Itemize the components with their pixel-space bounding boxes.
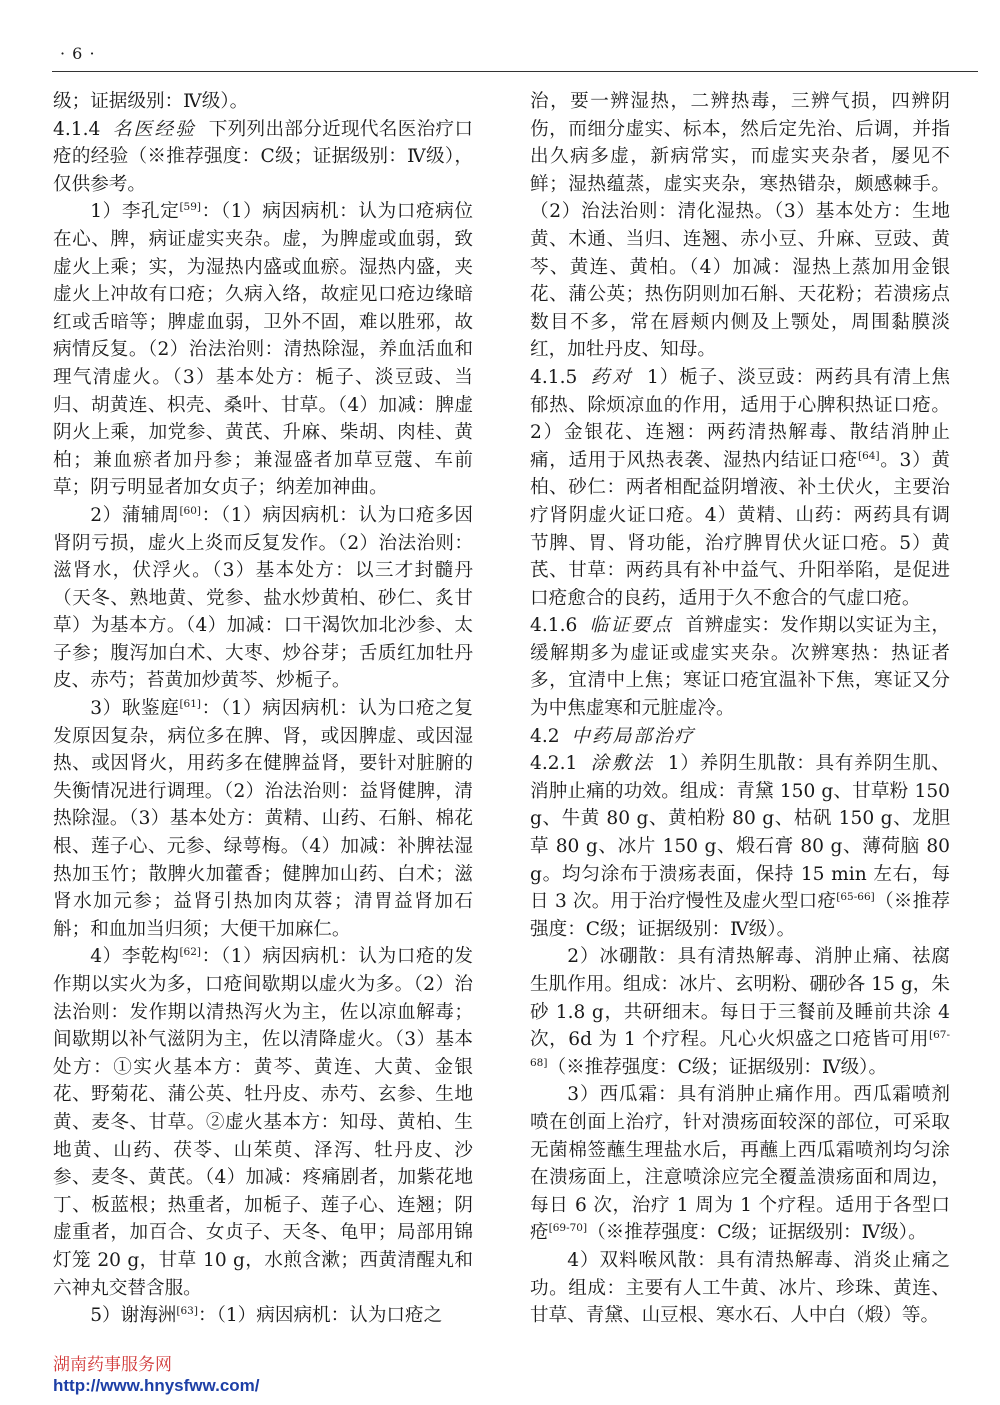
- page-number: · 6 ·: [60, 44, 96, 63]
- expert-text: ：（1）病因病机：认为口疮之复发原因复杂，病位多在脾、肾，或因脾虚、或因湿热、或因肾火，用药多在健脾益肾，要针对脏腑的失衡情况进行调理。（2）治法治则：益肾健脾，清热除湿。（3）基本处方：黄精、山药、石斛、棉花根、莲子心、元参、绿萼梅。（4）加减：补脾祛湿热加玉竹；散脾火加藿香；健脾加山药、白术；滋肾水加元参；益肾引热加肉苁蓉；清胃益肾加石斛；和血加当归须；大便干加麻仁。: [53, 698, 473, 940]
- left-column: [53, 88, 473, 1330]
- citation-ref: [60]: [179, 504, 202, 517]
- expert-entry-3: [53, 695, 473, 943]
- section-4-2-1: [530, 750, 950, 943]
- expert-name: 1）李孔定: [90, 201, 180, 223]
- section-number: 4.1.6: [530, 615, 578, 637]
- expert-entry-5: [53, 1302, 473, 1330]
- citation-ref: [61]: [179, 698, 202, 711]
- section-text: 1）栀子、淡豆豉：两药具有清上焦郁热、除烦凉血的作用，适用于心脾积热证口疮。2）金银花、连翘：两药清热解毒、散结消肿止痛，适用于风热表袭、湿热内结证口疮: [530, 366, 950, 471]
- section-4-2: [530, 723, 950, 751]
- citation-ref: [67-68]: [530, 1029, 950, 1069]
- section-title: 名医经验: [112, 118, 197, 140]
- section-text: 。3）黄柏、砂仁：两者相配益阴增液、补土伏火，主要治疗肾阴虚火证口疮。4）黄精、山药：两药具有调节脾、胃、肾功能，治疗脾胃伏火证口疮。5）黄芪、甘草：两药具有补中益气、升阳举陷，是促进口疮愈合的良药，适用于久不愈合的气虚口疮。: [530, 449, 950, 609]
- section-number: 4.1.4: [53, 118, 101, 140]
- section-4-1-5: [530, 364, 950, 612]
- header-rule: [52, 71, 978, 72]
- section-text: 首辨虚实：发作期以实证为主，缓解期多为虚证或虚实夹杂。次辨寒热：热证者多，宜清中上焦；寒证口疮宜温补下焦，寒证又分为中焦虚寒和元脏虚冷。: [530, 615, 950, 720]
- citation-ref: [69-70]: [548, 1222, 588, 1235]
- citation-ref: [64]: [858, 449, 880, 462]
- section-title: 药对: [590, 366, 634, 388]
- paragraph-continuation: 级；证据级别：Ⅳ级）。: [53, 91, 249, 112]
- citation-ref: [63]: [176, 1305, 198, 1318]
- paragraph-continuation: 治，要一辨湿热，二辨热毒，三辨气损，四辨阴伤，而细分虚实、标本，然后定先治、后调，并指出久病多虚，新病常实，而虚实夹杂者，屡见不鲜；湿热蕴蒸，虚实夹杂，寒热错杂，颇感棘手。（2）治法治则：清化湿热。（3）基本处方：生地黄、木通、当归、连翘、赤小豆、升麻、豆豉、黄芩、黄连、黄柏。（4）加减：湿热上蒸加用金银花、蒲公英；热伤阴则加石斛、天花粉；若溃疡点数目不多，常在唇颊内侧及上颚处，周围黏膜淡红，加牡丹皮、知母。: [530, 91, 950, 361]
- section-title: 临证要点: [589, 615, 674, 637]
- right-column: [530, 88, 950, 1330]
- section-text: 1）养阴生肌散：具有养阴生肌、消肿止痛的功效。组成：青黛 150 g、甘草粉 150 g、牛黄 80 g、黄柏粉 80 g、枯矾 150 g、龙胆草 80 g、冰片 150 g、煅石膏 80 g、薄荷脑 80 g。均匀涂布于溃疡表面，保持 15 min 左右，每日 3 次。用于治疗慢性及虚火型口疮: [530, 753, 950, 913]
- expert-text: ：（1）病因病机：认为口疮的发作期以实火为多，口疮间歇期以虚火为多。（2）治法治则：发作期以清热泻火为主，佐以凉血解毒；间歇期以补气滋阴为主，佐以清降虚火。（3）基本处方：①实火基本方：黄芩、黄连、大黄、金银花、野菊花、蒲公英、牡丹皮、赤芍、玄参、生地黄、麦冬、甘草。②虚火基本方：知母、黄柏、生地黄、山药、茯苓、山茱萸、泽泻、牡丹皮、沙参、麦冬、黄芪。（4）加减：疼痛剧者，加紫花地丁、板蓝根；热重者，加栀子、莲子心、连翘；阴虚重者，加百合、女贞子、天冬、龟甲；局部用锦灯笼 20 g，甘草 10 g，水煎含漱；西黄清醒丸和六神丸交替含服。: [53, 946, 473, 1299]
- section-title: 中药局部治疗: [571, 725, 695, 747]
- source-watermark: [53, 1355, 313, 1397]
- item-text: 3）西瓜霜：具有消肿止痛作用。西瓜霜喷剂喷在创面上治疗，针对溃疡面较深的部位，可采取无菌棉签蘸生理盐水后，再蘸上西瓜霜喷剂均匀涂在溃疡面上，注意喷涂应完全覆盖溃疡面和周边，每日 6 次，治疗 1 周为 1 个疗程。适用于各型口疮: [530, 1084, 950, 1244]
- expert-entry-1: [53, 198, 473, 502]
- topical-item-4: 4）双料喉风散：具有清热解毒、消炎止痛之功。组成：主要有人工牛黄、冰片、珍珠、黄连、甘草、青黛、山豆根、寒水石、人中白（煅）等。: [530, 1249, 950, 1327]
- watermark-site-name: 湖南药事服务网: [53, 1355, 172, 1375]
- section-title: 涂敷法: [590, 753, 655, 775]
- expert-entry-2: [53, 502, 473, 695]
- section-text: 下列列出部分近现代名医治疗口疮的经验（※推荐强度：C级；证据级别：Ⅳ级），仅供参考。: [53, 118, 473, 195]
- section-number: 4.1.5: [530, 366, 578, 388]
- recommendation-text: （※推荐强度：C级；证据级别：Ⅳ级）。: [547, 1056, 888, 1078]
- section-number: 4.2.1: [530, 753, 578, 775]
- expert-text: ：（1）病因病机：认为口疮病位在心、脾，病证虚实夹杂。虚，为脾虚或血弱，致虚火上乘；实，为湿热内盛或血瘀。湿热内盛，夹虚火上冲故有口疮；久病入络，故症见口疮边缘暗红或舌暗等；脾虚血弱，卫外不固，难以胜邪，故病情反复。（2）治法治则：清热除湿，养血活血和理气清虚火。（3）基本处方：栀子、淡豆豉、当归、胡黄连、枳壳、桑叶、甘草。（4）加减：脾虚阴火上乘，加党参、黄芪、升麻、柴胡、肉桂、黄柏；兼血瘀者加丹参；兼湿盛者加草豆蔻、车前草；阴亏明显者加女贞子；纳差加神曲。: [53, 201, 473, 499]
- expert-name: 5）谢海洲: [90, 1305, 177, 1327]
- item-text: 2）冰硼散：具有清热解毒、消肿止痛、祛腐生肌作用。组成：冰片、玄明粉、硼砂各 15 g，朱砂 1.8 g，共研细末。每日于三餐前及睡前共涂 4 次，6d 为 1 个疗程。凡心火炽盛之口疮皆可用: [530, 946, 950, 1051]
- expert-name: 2）蒲辅周: [90, 504, 180, 526]
- expert-text: ：（1）病因病机：认为口疮多因肾阴亏损，虚火上炎而反复发作。（2）治法治则：滋肾水，伏浮火。（3）基本处方：以三才封髓丹（天冬、熟地黄、党参、盐水炒黄柏、砂仁、炙甘草）为基本方。（4）加减：口干渴饮加北沙参、太子参；腹泻加白术、大枣、炒谷芽；舌质红加牡丹皮、赤芍；苔黄加炒黄芩、炒栀子。: [53, 504, 473, 692]
- section-4-1-4: [53, 116, 473, 199]
- expert-name: 3）耿鉴庭: [90, 698, 180, 720]
- expert-entry-4: [53, 943, 473, 1302]
- citation-ref: [65-66]: [836, 891, 875, 904]
- topical-item-3: [530, 1081, 950, 1247]
- citation-ref: [59]: [179, 201, 202, 214]
- citation-ref: [62]: [179, 946, 202, 959]
- section-4-1-6: [530, 612, 950, 722]
- section-number: 4.2: [530, 725, 560, 747]
- recommendation-text: （※推荐强度：C级；证据级别：Ⅳ级）。: [587, 1222, 927, 1244]
- topical-item-2: [530, 943, 950, 1081]
- expert-text: ：（1）病因病机：认为口疮之: [197, 1305, 443, 1327]
- watermark-url[interactable]: http://www.hnysfww.com/: [53, 1376, 260, 1395]
- expert-name: 4）李乾构: [90, 946, 180, 968]
- recommendation-text: （※推荐强度：C级；证据级别：Ⅳ级）。: [530, 891, 950, 940]
